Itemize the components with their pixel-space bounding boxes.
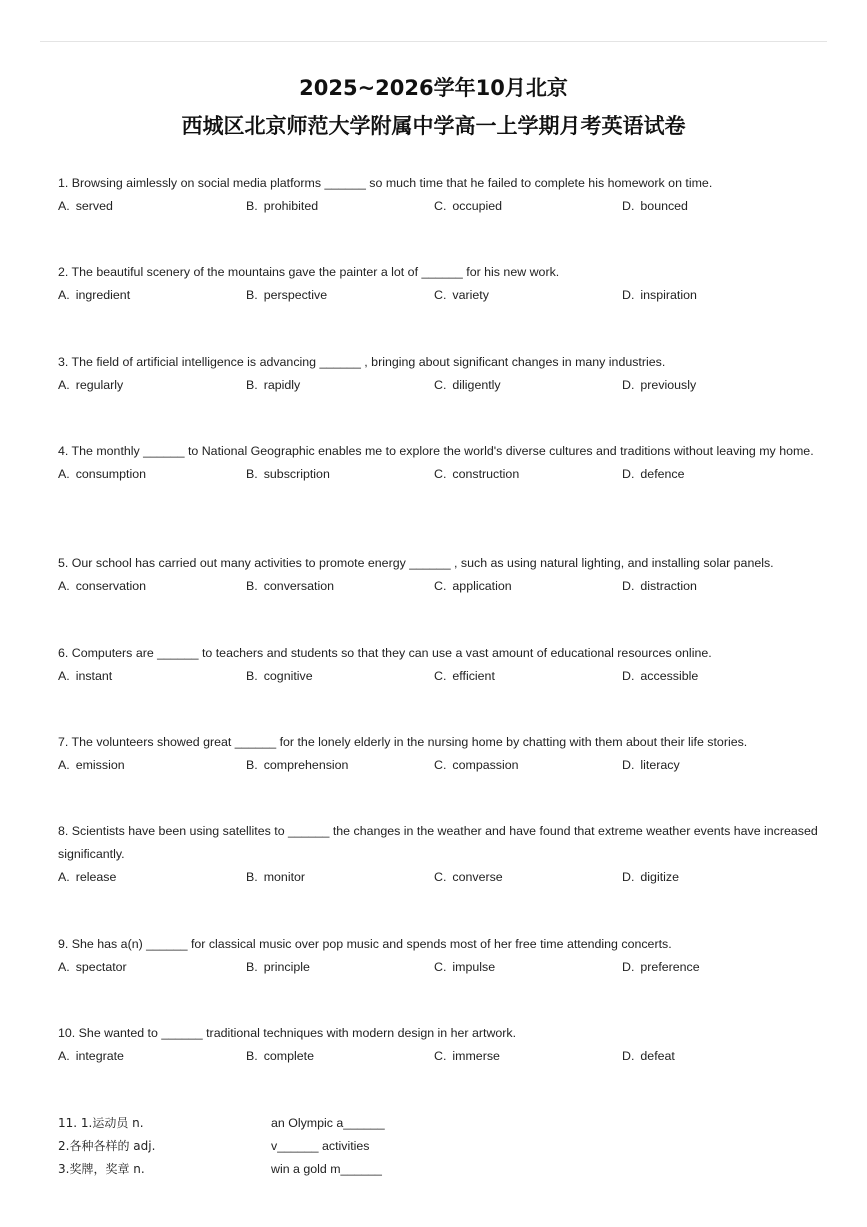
question-6 xyxy=(58,642,818,688)
vocab-blank[interactable]: v______ activities xyxy=(271,1139,370,1153)
option-b[interactable]: B. prohibited xyxy=(246,199,319,213)
option-d[interactable]: D. bounced xyxy=(622,199,688,213)
option-d[interactable]: D. preference xyxy=(622,960,700,974)
question-8 xyxy=(58,820,818,889)
options-row xyxy=(58,1045,818,1068)
option-a[interactable]: A. regularly xyxy=(58,378,124,392)
question-stem: 8. Scientists have been using satellites to ______ the changes in the weather and have found that extreme weather events have increased significantly. xyxy=(58,824,818,861)
question-stem: 5. Our school has carried out many activities to promote energy ______ , such as using natural lighting, and installing solar panels. xyxy=(58,556,774,570)
options-row xyxy=(58,284,818,307)
question-9 xyxy=(58,933,818,979)
vocab-blank[interactable]: win a gold m______ xyxy=(271,1162,382,1176)
vocab-row xyxy=(58,1135,458,1158)
options-row xyxy=(58,665,818,688)
question-7 xyxy=(58,731,818,777)
vocab-blank[interactable]: an Olympic a______ xyxy=(271,1116,385,1130)
option-d[interactable]: D. defeat xyxy=(622,1049,675,1063)
option-b[interactable]: B. conversation xyxy=(246,579,334,593)
exam-title-line1: 2025~2026学年10月北京 xyxy=(299,76,568,100)
option-c[interactable]: C. compassion xyxy=(434,758,519,772)
options-row xyxy=(58,956,818,979)
option-d[interactable]: D. literacy xyxy=(622,758,680,772)
option-a[interactable]: A. served xyxy=(58,199,113,213)
option-a[interactable]: A. spectator xyxy=(58,960,127,974)
question-stem: 2. The beautiful scenery of the mountains gave the painter a lot of ______ for his new work. xyxy=(58,265,560,279)
option-a[interactable]: A. consumption xyxy=(58,467,146,481)
option-b[interactable]: B. monitor xyxy=(246,870,306,884)
option-a[interactable]: A. integrate xyxy=(58,1049,124,1063)
top-divider xyxy=(40,41,827,42)
option-c[interactable]: C. construction xyxy=(434,467,520,481)
option-b[interactable]: B. cognitive xyxy=(246,669,313,683)
question-stem: 9. She has a(n) ______ for classical music over pop music and spends most of her free time attending concerts. xyxy=(58,937,672,951)
option-d[interactable]: D. inspiration xyxy=(622,288,697,302)
question-3 xyxy=(58,351,818,397)
option-a[interactable]: A. conservation xyxy=(58,579,146,593)
option-d[interactable]: D. distraction xyxy=(622,579,697,593)
vocab-row xyxy=(58,1112,458,1135)
option-b[interactable]: B. rapidly xyxy=(246,378,301,392)
question-stem: 6. Computers are ______ to teachers and students so that they can use a vast amount of educational resources online. xyxy=(58,646,712,660)
option-c[interactable]: C. variety xyxy=(434,288,489,302)
option-c[interactable]: C. impulse xyxy=(434,960,496,974)
option-b[interactable]: B. subscription xyxy=(246,467,330,481)
option-b[interactable]: B. complete xyxy=(246,1049,314,1063)
option-a[interactable]: A. emission xyxy=(58,758,125,772)
option-c[interactable]: C. diligently xyxy=(434,378,501,392)
options-row xyxy=(58,866,818,889)
option-b[interactable]: B. perspective xyxy=(246,288,328,302)
vocab-prompt: 2.各种各样的 adj. xyxy=(58,1139,156,1153)
option-b[interactable]: B. principle xyxy=(246,960,310,974)
options-row xyxy=(58,374,818,397)
vocab-section xyxy=(58,1112,458,1181)
vocab-prompt: 3.奖牌，奖章 n. xyxy=(58,1162,145,1176)
option-b[interactable]: B. comprehension xyxy=(246,758,349,772)
option-c[interactable]: C. efficient xyxy=(434,669,495,683)
options-row xyxy=(58,754,818,777)
option-d[interactable]: D. digitize xyxy=(622,870,679,884)
options-row xyxy=(58,463,818,486)
option-c[interactable]: C. converse xyxy=(434,870,503,884)
option-c[interactable]: C. immerse xyxy=(434,1049,500,1063)
question-stem: 3. The field of artificial intelligence is advancing ______ , bringing about significant changes in many industries. xyxy=(58,355,666,369)
question-2 xyxy=(58,261,818,307)
vocab-row xyxy=(58,1158,458,1181)
option-a[interactable]: A. ingredient xyxy=(58,288,131,302)
question-4 xyxy=(58,440,818,486)
question-stem: 10. She wanted to ______ traditional techniques with modern design in her artwork. xyxy=(58,1026,517,1040)
option-d[interactable]: D. accessible xyxy=(622,669,699,683)
question-stem: 4. The monthly ______ to National Geographic enables me to explore the world's diverse cultures and traditions without leaving my home. xyxy=(58,444,814,458)
options-row xyxy=(58,575,818,598)
exam-title-line2: 西城区北京师范大学附属中学高一上学期月考英语试卷 xyxy=(181,114,686,138)
question-stem: 1. Browsing aimlessly on social media platforms ______ so much time that he failed to complete his homework on time. xyxy=(58,176,713,190)
question-stem: 7. The volunteers showed great ______ for the lonely elderly in the nursing home by chatting with them about their life stories. xyxy=(58,735,748,749)
option-a[interactable]: A. instant xyxy=(58,669,113,683)
question-5 xyxy=(58,552,818,598)
option-a[interactable]: A. release xyxy=(58,870,117,884)
option-c[interactable]: C. occupied xyxy=(434,199,503,213)
option-d[interactable]: D. previously xyxy=(622,378,697,392)
option-c[interactable]: C. application xyxy=(434,579,512,593)
question-10 xyxy=(58,1022,818,1068)
vocab-prompt: 11. 1.运动员 n. xyxy=(58,1116,144,1130)
option-d[interactable]: D. defence xyxy=(622,467,685,481)
options-row xyxy=(58,195,818,218)
question-1 xyxy=(58,172,818,218)
